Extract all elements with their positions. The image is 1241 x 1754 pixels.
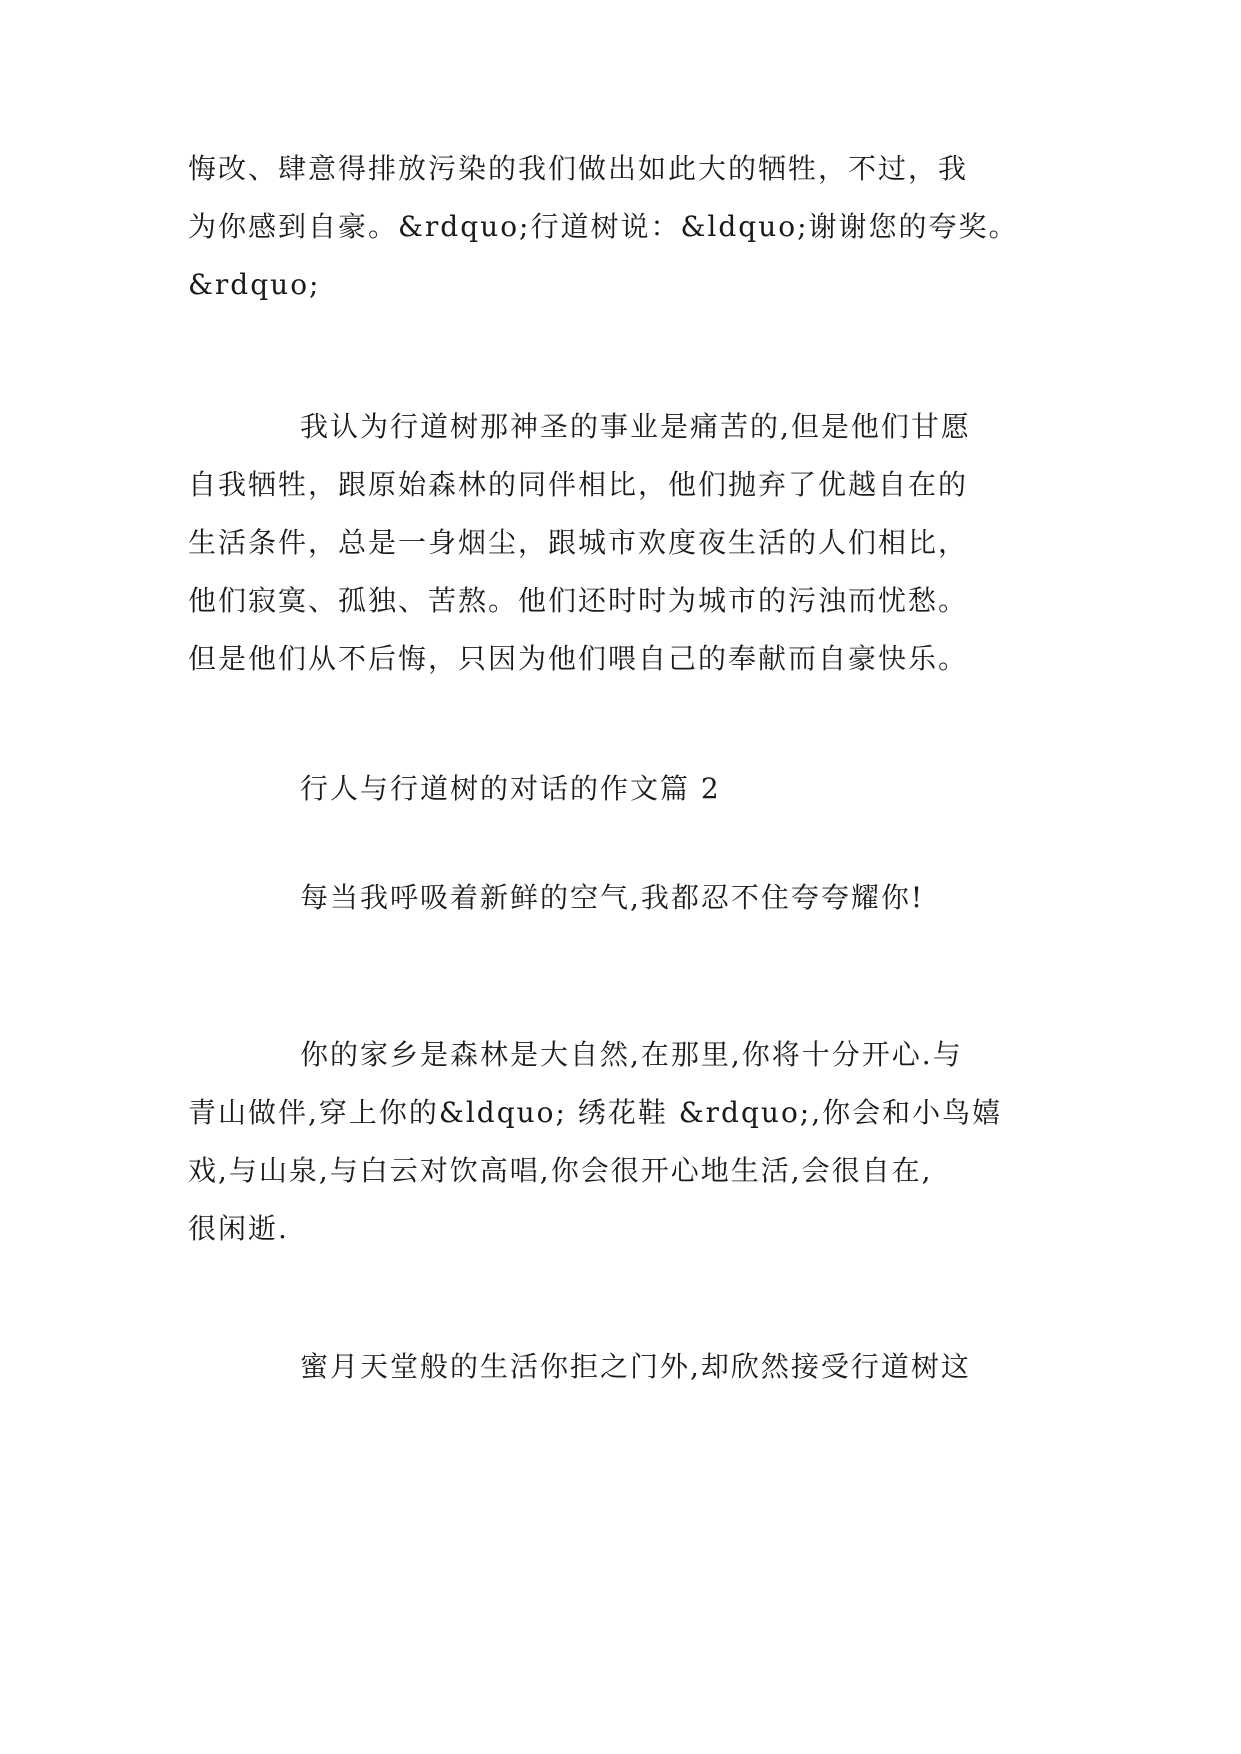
paragraph-2: 我认为行道树那神圣的事业是痛苦的,但是他们甘愿 自我牺牲，跟原始森林的同伴相比，他们抛弃了优越自在的 生活条件，总是一身烟尘，跟城市欢度夜生活的人们相比， 他们寂寞、孤独、苦熬。他们还时时为城市的污浊而忧愁。 但是他们从不后悔，只因为他们喂自己的奉献而自豪快乐。 [188, 410, 971, 675]
paragraph-5: 蜜月天堂般的生活你拒之门外,却欣然接受行道树这 [300, 1350, 971, 1383]
section-heading: 行人与行道树的对话的作文篇 2 [300, 772, 721, 805]
paragraph-3: 每当我呼吸着新鲜的空气,我都忍不住夸夸耀你! [300, 881, 925, 914]
paragraph-1: 悔改、肆意得排放污染的我们做出如此大的牺牲，不过，我 为你感到自豪。&rdquo;行道树说：&ldquo;谢谢您的夸奖。 &rdquo; [188, 152, 1019, 301]
paragraph-4: 你的家乡是森林是大自然,在那里,你将十分开心.与 青山做伴,穿上你的&ldquo; 绣花鞋 &rdquo;,你会和小鸟嬉 戏,与山泉,与白云对饮高唱,你会很开心地生活,会很自在, 很闲逝. [188, 1038, 1003, 1245]
